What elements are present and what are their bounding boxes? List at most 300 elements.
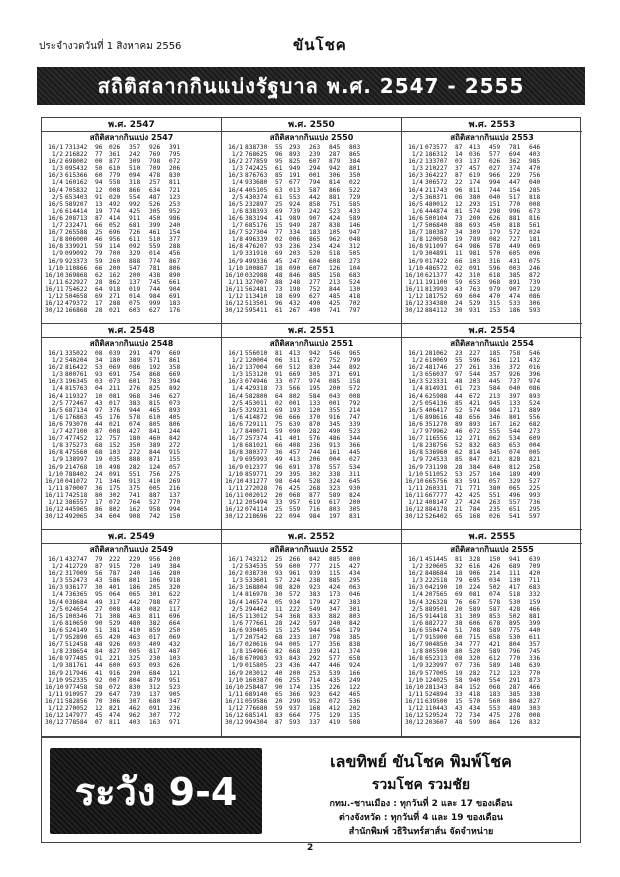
draw-date: 1/2 bbox=[231, 357, 243, 365]
three-digit: 462 bbox=[129, 704, 141, 712]
first-prize: 511052 bbox=[425, 470, 448, 478]
first-prize: 800761 bbox=[65, 371, 88, 379]
draw-date: 1/8 bbox=[411, 442, 423, 450]
three-digit: 510 bbox=[149, 236, 161, 244]
three-digit: 593 bbox=[529, 307, 541, 315]
two-digit: 48 bbox=[455, 719, 463, 727]
draw-date: 16/2 bbox=[48, 364, 63, 372]
three-digit: 993 bbox=[529, 491, 541, 499]
two-digit: 61 bbox=[275, 307, 283, 315]
three-digit: 668 bbox=[289, 648, 301, 656]
first-prize: 119327 bbox=[65, 392, 88, 400]
draw-date: 16/12 bbox=[405, 506, 424, 514]
three-digit: 846 bbox=[289, 271, 301, 279]
two-digit: 44 bbox=[455, 392, 463, 400]
three-digit: 924 bbox=[289, 200, 301, 208]
draw-date: 16/1 bbox=[228, 350, 243, 357]
three-digit: 418 bbox=[469, 690, 481, 698]
draw-date: 1/7 bbox=[411, 634, 423, 642]
three-digit: 450 bbox=[149, 214, 161, 222]
three-digit: 683 bbox=[349, 271, 361, 279]
three-digit: 490 bbox=[329, 428, 341, 436]
first-prize: 386557 bbox=[65, 498, 88, 506]
three-digit: 459 bbox=[489, 144, 501, 151]
title-banner: สถิติสลากกินแบ่งรัฐบาล พ.ศ. 2547 - 2555 bbox=[37, 67, 585, 105]
three-digit: 323 bbox=[329, 484, 341, 492]
three-digit: 427 bbox=[129, 428, 141, 436]
three-digit: 277 bbox=[309, 278, 321, 286]
result-row bbox=[405, 570, 579, 577]
three-digit: 288 bbox=[169, 243, 181, 251]
draw-date: 16/8 bbox=[408, 449, 423, 457]
three-digit: 578 bbox=[129, 413, 141, 421]
three-digit: 151 bbox=[489, 200, 501, 208]
result-row bbox=[405, 265, 579, 272]
three-digit: 658 bbox=[349, 655, 361, 663]
result-row bbox=[225, 350, 398, 357]
year-panel bbox=[42, 118, 222, 324]
three-digit: 966 bbox=[489, 172, 501, 180]
two-digit: 18 bbox=[275, 264, 283, 272]
three-digit: 154 bbox=[509, 186, 521, 194]
panel-year-heading: พ.ศ. 2550 bbox=[222, 118, 401, 132]
three-digit: 177 bbox=[309, 641, 321, 649]
three-digit: 197 bbox=[329, 513, 341, 521]
three-digit: 923 bbox=[309, 584, 321, 592]
draw-date: 1/3 bbox=[231, 577, 243, 585]
two-digit: 11 bbox=[275, 605, 283, 613]
three-digit: 939 bbox=[309, 570, 321, 578]
draw-date: 16/6 bbox=[228, 626, 243, 634]
three-digit: 907 bbox=[309, 214, 321, 222]
first-prize: 054136 bbox=[425, 399, 448, 407]
three-digit: 072 bbox=[169, 158, 181, 166]
two-digit: 66 bbox=[455, 257, 463, 265]
result-row bbox=[405, 307, 579, 314]
two-digit: 20 bbox=[275, 491, 283, 499]
three-digit: 253 bbox=[169, 200, 181, 208]
first-prize: 015805 bbox=[245, 662, 268, 670]
draw-date: 16/1 bbox=[228, 144, 243, 151]
three-digit: 557 bbox=[329, 463, 341, 471]
three-digit: 068 bbox=[289, 491, 301, 499]
first-prize: 736365 bbox=[65, 591, 88, 599]
three-digit: 799 bbox=[349, 357, 361, 365]
first-prize: 176863 bbox=[65, 413, 88, 421]
three-digit: 547 bbox=[129, 264, 141, 272]
result-row bbox=[45, 627, 218, 634]
two-digit: 52 bbox=[455, 442, 463, 450]
three-digit: 737 bbox=[509, 378, 521, 386]
three-digit: 287 bbox=[309, 222, 321, 230]
three-digit: 658 bbox=[489, 634, 501, 642]
three-digit: 001 bbox=[289, 399, 301, 407]
three-digit: 005 bbox=[529, 449, 541, 457]
three-digit: 081 bbox=[469, 591, 481, 599]
three-digit: 918 bbox=[169, 577, 181, 585]
three-digit: 593 bbox=[289, 719, 301, 727]
result-row bbox=[225, 187, 398, 194]
three-digit: 298 bbox=[489, 207, 501, 215]
two-digit: 69 bbox=[275, 250, 283, 258]
result-row bbox=[45, 293, 218, 300]
two-digit: 89 bbox=[455, 420, 463, 428]
three-digit: 180 bbox=[129, 435, 141, 443]
two-digit: 58 bbox=[455, 676, 463, 684]
three-digit: 965 bbox=[349, 350, 361, 357]
three-digit: 450 bbox=[489, 222, 501, 230]
first-prize: 038684 bbox=[65, 598, 88, 606]
three-digit: 474 bbox=[109, 712, 121, 720]
three-digit: 242 bbox=[289, 619, 301, 627]
result-row bbox=[225, 385, 398, 392]
three-digit: 017 bbox=[109, 399, 121, 407]
three-digit: 174 bbox=[469, 179, 481, 187]
draw-date: 1/9 bbox=[231, 662, 243, 670]
three-digit: 150 bbox=[169, 513, 181, 521]
three-digit: 215 bbox=[329, 563, 341, 571]
three-digit: 918 bbox=[109, 285, 121, 293]
three-digit: 820 bbox=[289, 584, 301, 592]
two-digit: 87 bbox=[95, 428, 103, 436]
two-digit: 34 bbox=[95, 357, 103, 365]
two-digit: 76 bbox=[455, 598, 463, 606]
three-digit: 597 bbox=[529, 513, 541, 521]
three-digit: 008 bbox=[109, 605, 121, 613]
first-prize: 445965 bbox=[65, 506, 88, 514]
three-digit: 882 bbox=[329, 612, 341, 620]
draw-date: 16/4 bbox=[48, 598, 63, 606]
first-prize: 137004 bbox=[245, 364, 268, 372]
two-digit: 10 bbox=[95, 463, 103, 471]
draw-date: 1/10 bbox=[228, 470, 243, 478]
three-digit: 984 bbox=[149, 292, 161, 300]
three-digit: 103 bbox=[469, 257, 481, 265]
result-row bbox=[225, 151, 398, 158]
first-prize: 911097 bbox=[425, 243, 448, 251]
first-prize: 116556 bbox=[425, 435, 448, 443]
two-digit: 25 bbox=[275, 200, 283, 208]
first-prize: 272028 bbox=[245, 484, 268, 492]
two-digit: 87 bbox=[275, 719, 283, 727]
three-digit: 230 bbox=[149, 655, 161, 663]
two-digit: 55 bbox=[455, 357, 463, 365]
three-digit: 556 bbox=[529, 413, 541, 421]
first-prize: 160387 bbox=[245, 676, 268, 684]
draw-date: 16/7 bbox=[48, 641, 63, 649]
three-digit: 498 bbox=[109, 463, 121, 471]
draw-date: 16/7 bbox=[48, 435, 63, 443]
three-digit: 380 bbox=[489, 484, 501, 492]
three-digit: 320 bbox=[469, 655, 481, 663]
three-digit: 093 bbox=[129, 641, 141, 649]
three-digit: 291 bbox=[129, 350, 141, 357]
two-digit: 97 bbox=[455, 371, 463, 379]
three-digit: 574 bbox=[469, 207, 481, 215]
first-prize: 232471 bbox=[65, 222, 88, 230]
three-digit: 086 bbox=[529, 385, 541, 393]
result-row bbox=[225, 648, 398, 655]
draw-date: 16/10 bbox=[405, 683, 424, 691]
three-digit: 035 bbox=[109, 456, 121, 464]
three-digit: 302 bbox=[309, 470, 321, 478]
result-row bbox=[45, 485, 218, 492]
three-digit: 226 bbox=[329, 683, 341, 691]
three-digit: 307 bbox=[149, 712, 161, 720]
two-digit: 48 bbox=[455, 413, 463, 421]
three-digit: 792 bbox=[349, 399, 361, 407]
draw-date: 16/8 bbox=[48, 243, 63, 251]
three-digit: 597 bbox=[309, 619, 321, 627]
three-digit: 831 bbox=[349, 513, 361, 521]
result-row bbox=[225, 414, 398, 421]
three-digit: 804 bbox=[129, 676, 141, 684]
three-digit: 818 bbox=[529, 193, 541, 201]
three-digit: 510 bbox=[129, 165, 141, 173]
two-digit: 33 bbox=[275, 378, 283, 386]
two-digit: 94 bbox=[95, 179, 103, 187]
first-prize: 577005 bbox=[425, 669, 448, 677]
three-digit: 989 bbox=[289, 214, 301, 222]
draw-date: 1/12 bbox=[48, 704, 63, 712]
three-digit: 803 bbox=[329, 506, 341, 514]
first-prize: 258487 bbox=[245, 683, 268, 691]
result-row bbox=[45, 243, 218, 250]
three-digit: 529 bbox=[469, 300, 481, 308]
draw-date: 16/10 bbox=[405, 271, 424, 279]
three-digit: 072 bbox=[109, 498, 121, 506]
first-prize: 329231 bbox=[245, 406, 268, 414]
result-row bbox=[225, 563, 398, 570]
three-digit: 479 bbox=[149, 350, 161, 357]
panel-subtitle: สถิติสลากกินแบ่ง 2547 bbox=[89, 133, 174, 142]
draw-date: 1/8 bbox=[51, 648, 63, 656]
results-list bbox=[222, 143, 401, 314]
three-digit: 368 bbox=[289, 612, 301, 620]
result-row bbox=[225, 357, 398, 364]
three-digit: 578 bbox=[489, 598, 501, 606]
three-digit: 680 bbox=[149, 697, 161, 705]
draw-date: 16/2 bbox=[408, 158, 423, 166]
three-digit: 825 bbox=[149, 385, 161, 393]
three-digit: 714 bbox=[309, 676, 321, 684]
three-digit: 424 bbox=[329, 243, 341, 251]
three-digit: 376 bbox=[109, 406, 121, 414]
two-digit: 12 bbox=[455, 200, 463, 208]
three-digit: 470 bbox=[529, 165, 541, 173]
three-digit: 544 bbox=[509, 428, 521, 436]
three-digit: 770 bbox=[509, 655, 521, 663]
three-digit: 700 bbox=[109, 250, 121, 258]
three-digit: 833 bbox=[309, 612, 321, 620]
draw-date: 1/8 bbox=[231, 442, 243, 450]
three-digit: 825 bbox=[289, 158, 301, 166]
three-digit: 403 bbox=[529, 151, 541, 159]
draw-date: 1/6 bbox=[411, 413, 423, 421]
three-digit: 057 bbox=[489, 477, 501, 485]
three-digit: 261 bbox=[469, 364, 481, 372]
three-digit: 895 bbox=[509, 619, 521, 627]
three-digit: 154 bbox=[169, 229, 181, 237]
first-prize: 687134 bbox=[65, 406, 88, 414]
result-row bbox=[405, 719, 579, 726]
three-digit: 694 bbox=[509, 151, 521, 159]
draw-date: 1/4 bbox=[411, 179, 423, 187]
three-digit: 877 bbox=[309, 491, 321, 499]
two-digit: 12 bbox=[95, 435, 103, 443]
first-prize: 232897 bbox=[245, 200, 268, 208]
first-prize: 614414 bbox=[65, 207, 88, 215]
result-row bbox=[405, 286, 579, 293]
first-prize: 320605 bbox=[425, 563, 448, 571]
three-digit: 673 bbox=[529, 207, 541, 215]
first-prize: 257374 bbox=[245, 435, 268, 443]
three-digit: 954 bbox=[329, 626, 341, 634]
three-digit: 804 bbox=[509, 697, 521, 705]
first-prize: 074114 bbox=[245, 506, 268, 514]
draw-date: 16/2 bbox=[228, 570, 243, 578]
three-digit: 200 bbox=[169, 556, 181, 563]
three-digit: 844 bbox=[149, 449, 161, 457]
three-digit: 434 bbox=[469, 704, 481, 712]
two-digit: 41 bbox=[275, 435, 283, 443]
three-digit: 626 bbox=[169, 662, 181, 670]
draw-date: 1/7 bbox=[231, 428, 243, 436]
result-row bbox=[405, 670, 579, 677]
three-digit: 913 bbox=[329, 442, 341, 450]
result-row bbox=[225, 250, 398, 257]
two-digit: 87 bbox=[95, 214, 103, 222]
two-digit: 65 bbox=[95, 634, 103, 642]
draw-date: 1/8 bbox=[231, 236, 243, 244]
first-prize: 813993 bbox=[425, 285, 448, 293]
three-digit: 646 bbox=[529, 144, 541, 151]
three-digit: 339 bbox=[349, 420, 361, 428]
three-digit: 431 bbox=[509, 257, 521, 265]
draw-date: 2/5 bbox=[51, 399, 63, 407]
three-digit: 440 bbox=[529, 626, 541, 634]
result-row bbox=[225, 371, 398, 378]
three-digit: 751 bbox=[329, 200, 341, 208]
three-digit: 013 bbox=[289, 186, 301, 194]
two-digit: 23 bbox=[455, 350, 463, 357]
three-digit: 512 bbox=[289, 364, 301, 372]
first-prize: 306572 bbox=[425, 179, 448, 187]
three-digit: 524 bbox=[349, 278, 361, 286]
three-digit: 336 bbox=[489, 364, 501, 372]
three-digit: 589 bbox=[349, 214, 361, 222]
three-digit: 155 bbox=[169, 456, 181, 464]
three-digit: 645 bbox=[349, 477, 361, 485]
two-digit: 24 bbox=[455, 300, 463, 308]
three-digit: 587 bbox=[489, 605, 501, 613]
result-row bbox=[45, 684, 218, 691]
three-digit: 413 bbox=[469, 144, 481, 151]
first-prize: 383194 bbox=[245, 214, 268, 222]
three-digit: 403 bbox=[129, 719, 141, 727]
result-row bbox=[45, 229, 218, 236]
two-digit: 55 bbox=[275, 144, 283, 151]
three-digit: 984 bbox=[489, 406, 501, 414]
draw-date: 16/3 bbox=[408, 172, 423, 180]
result-row bbox=[225, 478, 398, 485]
three-digit: 287 bbox=[329, 151, 341, 159]
first-prize: 180387 bbox=[425, 229, 448, 237]
two-digit: 28 bbox=[95, 307, 103, 315]
three-digit: 734 bbox=[469, 712, 481, 720]
three-digit: 003 bbox=[509, 264, 521, 272]
three-digit: 885 bbox=[329, 556, 341, 563]
three-digit: 489 bbox=[509, 704, 521, 712]
result-row bbox=[405, 563, 579, 570]
first-prize: 952335 bbox=[65, 676, 88, 684]
two-digit: 75 bbox=[275, 420, 283, 428]
first-prize: 685141 bbox=[245, 712, 268, 720]
three-digit: 828 bbox=[509, 456, 521, 464]
draw-date: 16/1 bbox=[48, 350, 63, 357]
first-prize: 622927 bbox=[65, 278, 88, 286]
results-list bbox=[222, 349, 401, 520]
two-digit: 59 bbox=[275, 428, 283, 436]
panel-year-heading: พ.ศ. 2553 bbox=[402, 118, 582, 132]
result-row bbox=[405, 698, 579, 705]
panel-year-heading: พ.ศ. 2549 bbox=[42, 530, 221, 544]
draw-date: 1/10 bbox=[228, 264, 243, 272]
three-digit: 794 bbox=[309, 179, 321, 187]
three-digit: 336 bbox=[529, 655, 541, 663]
result-row bbox=[405, 243, 579, 250]
three-digit: 487 bbox=[149, 193, 161, 201]
result-row bbox=[405, 194, 579, 201]
three-digit: 280 bbox=[169, 570, 181, 578]
three-digit: 425 bbox=[469, 491, 481, 499]
three-digit: 559 bbox=[289, 506, 301, 514]
two-digit: 60 bbox=[455, 634, 463, 642]
three-digit: 781 bbox=[509, 144, 521, 151]
three-digit: 608 bbox=[329, 257, 341, 265]
three-digit: 267 bbox=[289, 307, 301, 315]
two-digit: 69 bbox=[275, 207, 283, 215]
draw-date: 16/8 bbox=[228, 449, 243, 457]
draw-date: 16/4 bbox=[408, 598, 423, 606]
first-prize: 540204 bbox=[65, 357, 88, 365]
result-row bbox=[45, 464, 218, 471]
three-digit: 627 bbox=[169, 392, 181, 400]
three-digit: 691 bbox=[349, 371, 361, 379]
three-digit: 830 bbox=[309, 364, 321, 372]
result-row bbox=[225, 378, 398, 385]
three-digit: 389 bbox=[149, 442, 161, 450]
result-row bbox=[45, 201, 218, 208]
three-digit: 747 bbox=[349, 413, 361, 421]
result-row bbox=[45, 456, 218, 463]
two-digit: 29 bbox=[275, 470, 283, 478]
draw-date: 16/11 bbox=[405, 285, 424, 293]
three-digit: 784 bbox=[469, 506, 481, 514]
three-digit: 438 bbox=[149, 271, 161, 279]
draw-date: 16/12 bbox=[45, 506, 64, 514]
two-digit: 14 bbox=[455, 151, 463, 159]
draw-date: 1/12 bbox=[408, 292, 423, 300]
three-digit: 934 bbox=[289, 598, 301, 606]
first-prize: 898616 bbox=[425, 413, 448, 421]
panel-subtitle: สถิติสลากกินแบ่ง 2555 bbox=[450, 545, 534, 554]
three-digit: 716 bbox=[309, 506, 321, 514]
draw-date: 1/12 bbox=[228, 704, 243, 712]
draw-date: 16/2 bbox=[228, 158, 243, 166]
three-digit: 405 bbox=[169, 413, 181, 421]
three-digit: 278 bbox=[509, 712, 521, 720]
